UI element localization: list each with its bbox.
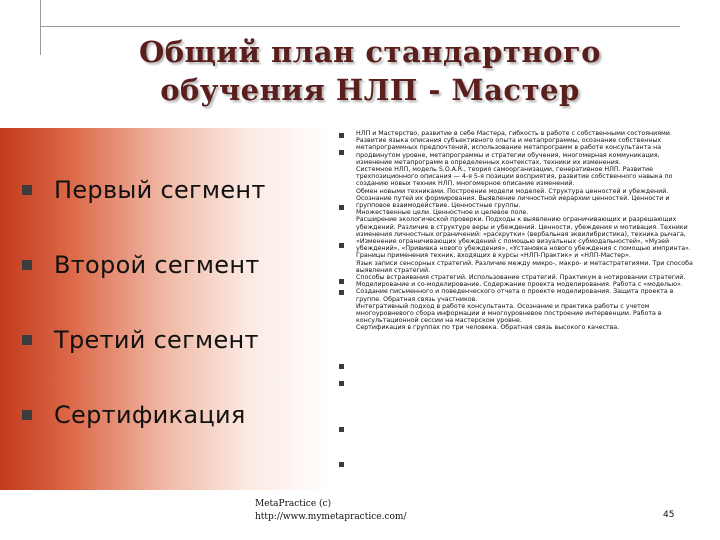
slide-title	[80, 33, 660, 109]
content-paragraph: Системное НЛП, модель S.O.A.R., теория самоорганизации, генеративное НЛП. Развитие трехпозиционного описания — 4-я 5-я позиции восприятия, развитие собственного навыка по созданию новых техник НЛП, многомерное описание изменений.	[356, 166, 673, 188]
content-text-column	[356, 130, 696, 482]
bullet-icon	[22, 260, 32, 270]
bullet-icon	[339, 205, 344, 210]
content-paragraph: Язык записи сенсорных стратегий. Различие между микро-, макро- и метастратегиями. Три способа выявления стратегий.	[356, 259, 693, 274]
segment-item-1	[22, 176, 266, 204]
segment-item-3	[22, 326, 259, 354]
content-paragraph: Обмен новыми техниками. Построение модели моделей. Структура ценностей и убеждений. Осознание путей их формирования. Выявление личностной иерархии ценностей. Ценности и групповое взаимодействие. Ценностные группы.	[356, 187, 670, 210]
bullet-icon	[339, 364, 344, 369]
content-paragraph: Интегративный подход в работе консультанта. Осознание и практика работы с учетом многоуровневого сбора информации и многоуровневое построение интервенции. Работа в консультационной сессии на мастерском уровне.	[356, 302, 662, 325]
content-paragraph: НЛП и Мастерство, развитие в себе Мастера, гибкость в работе с собственными состояниями.	[356, 130, 672, 137]
page-number: 45	[663, 510, 675, 520]
bullet-icon	[339, 427, 344, 432]
content-paragraph: Множественные цели. Ценностное и целевое поле.	[356, 209, 529, 217]
segment-item-2	[22, 251, 260, 279]
bullet-icon	[339, 381, 344, 386]
bullet-icon	[339, 243, 344, 248]
bullet-icon	[339, 290, 344, 295]
bullet-icon	[339, 150, 344, 155]
segment-label: Второй сегмент	[54, 251, 260, 279]
content-paragraph: Расширение экологической проверки. Подходы к выявлению ограничивающих и разрешающих убеждений. Различие в структуре веры и убеждений. Ценности, убеждения и мотивация. Техники изменения личностных ограничений: «раскрутки» (вербальная эквилибристика), техника рычага, «Изменение ограничивающих убеждений с помощью визуальных субмодальностей», «Музей убеждений», «Прививка нового убеждения», «Установка нового убеждения с помощью импринта». Границы применения техник, входящих в курсы «НЛП-Практик» и «НЛП-Мастер».	[356, 216, 691, 260]
content-paragraph: Сертификация в группах по три человека. Обратная связь высокого качества.	[356, 324, 620, 332]
content-paragraph: Способы встраивания стратегий. Использование стратегий. Практикум в нотировании стратегий. Моделирование и со-моделирование. Содержание проекта моделирования. Работа с «моделью». Создание письменного и поведенческого отчета о проекте моделирования. Защита проекта в группе. Обратная связь участников.	[356, 274, 686, 303]
bullet-icon	[22, 410, 32, 420]
segment-item-4	[22, 401, 246, 429]
bullet-icon	[22, 335, 32, 345]
segment-label: Сертификация	[54, 401, 246, 429]
bullet-icon	[339, 133, 344, 138]
content-paragraph: Развитие языка описания субъективного опыта и метапрограммы, осознание собственных метапрограммных предпочтений, использование метапрограмм в работе консультанта на продвинутом уровне, метапрограммы и стратегии обучения, многомерная коммуникация, изменение метапрограмм в определенных контекстах, техники их изменения.	[356, 137, 662, 166]
bullet-icon	[339, 462, 344, 467]
title-line-1: Общий план стандартного	[138, 35, 602, 69]
footer	[255, 498, 406, 524]
title-line-2: обучения НЛП - Мастер	[160, 73, 580, 107]
bullet-icon	[22, 185, 32, 195]
bullet-icon	[339, 279, 344, 284]
footer-url: http://www.mymetapractice.com/	[255, 512, 407, 522]
segment-label: Третий сегмент	[54, 326, 259, 354]
decorative-vertical-line	[40, 0, 41, 55]
footer-copyright: MetaPractice (c)	[255, 499, 332, 509]
segment-label: Первый сегмент	[54, 176, 266, 204]
decorative-horizontal-line	[40, 26, 680, 27]
